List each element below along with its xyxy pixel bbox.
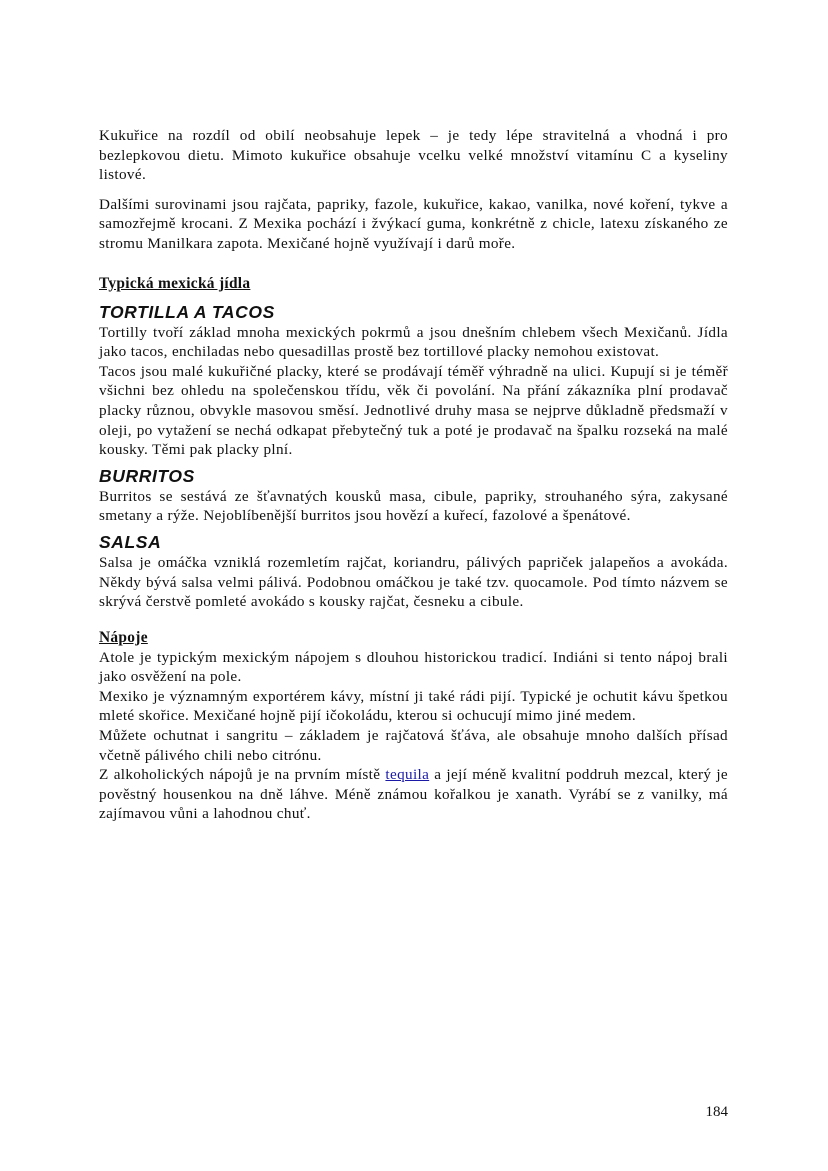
drinks-paragraph-1: Atole je typickým mexickým nápojem s dlouhou historickou tradicí. Indiáni si tento nápoj brali jako osvěžení na pole.: [99, 648, 728, 686]
salsa-paragraph: Salsa je omáčka vzniklá rozemletím rajčat, koriandru, pálivých papriček jalapeňos a avokáda. Někdy bývá salsa velmi pálivá. Podobnou omáčkou je také tzv. quocamole. Pod tímto názvem se skrývá čerstvě pomleté avokádo s kousky rajčat, česneku a cibule.: [99, 553, 728, 611]
tequila-link[interactable]: tequila: [385, 766, 430, 784]
section-heading-drinks: Nápoje: [99, 628, 148, 646]
page-number: 184: [705, 1104, 728, 1120]
burritos-paragraph: Burritos se sestává ze šťavnatých kousků masa, cibule, papriky, strouhaného sýra, zakysané smetany a rýže. Nejoblíbenější burritos jsou hovězí a kuřecí, fazolové a špenátové.: [99, 487, 728, 525]
drinks-paragraph-4-start: Z alkoholických nápojů je na prvním místě: [99, 766, 386, 784]
dish-heading-tortilla: TORTILLA A TACOS: [99, 301, 275, 322]
tortilla-paragraph-1: Tortilly tvoří základ mnoha mexických pokrmů a jsou dnešním chlebem všech Mexičanů. Jídla jako tacos, enchiladas nebo quesadillas prostě bez tortillové placky nemohou existovat.: [99, 323, 728, 361]
document-body: [99, 126, 728, 824]
drinks-paragraph-3: Můžete ochutnat i sangritu – základem je rajčatová šťáva, ale obsahuje mnoho dalších přísad včetně pálivého chili nebo citrónu.: [99, 727, 728, 764]
drinks-paragraph-4: [99, 765, 728, 824]
dish-heading-salsa: SALSA: [99, 531, 162, 552]
drinks-paragraph-4-end: a její méně kvalitní poddruh mezcal, který je pověstný housenkou na dně láhve. Méně známou kořalkou je xanath. Vyrábí se z vanilky, má zajímavou vůni a lahodnou chuť.: [99, 766, 729, 823]
intro-paragraph-2: Dalšími surovinami jsou rajčata, papriky, fazole, kukuřice, kakao, vanilka, nové koření, tykve a samozřejmě krocani. Z Mexika pochází i žvýkací guma, konkrétně z chicle, latexu získaného ze stromu Manilkara zapota. Mexičané hojně využívají i darů moře.: [99, 195, 728, 252]
dish-heading-burritos: BURRITOS: [99, 465, 195, 486]
intro-paragraph-1: Kukuřice na rozdíl od obilí neobsahuje lepek – je tedy lépe stravitelná a vhodná i pro bezlepkovou dietu. Mimoto kukuřice obsahuje vcelku velké množství vitamínu C a kyseliny listové.: [99, 127, 728, 184]
drinks-paragraph-2: Mexiko je významným exportérem kávy, místní ji také rádi pijí. Typické je ochutit kávu špetkou mleté skořice. Mexičané hojně pijí ičokoládu, kterou si ochucují mimo jiné medem.: [99, 687, 728, 725]
section-heading-dishes: Typická mexická jídla: [99, 274, 251, 292]
tortilla-paragraph-2: Tacos jsou malé kukuřičné placky, které se prodávají téměř výhradně na ulici. Kupují si je téměř všichni bez ohledu na společenskou třídu, věk či povolání. Na přání zákazníka plní prodavač placky různou, obvykle masovou směsí. Jednotlivé druhy masa se nejprve důkladně předsmaží v oleji, po vytažení se nechá odkapat přebytečný tuk a poté je prodavač na špalku rozseká na malé kousky. Těmi pak placky plní.: [99, 362, 728, 459]
